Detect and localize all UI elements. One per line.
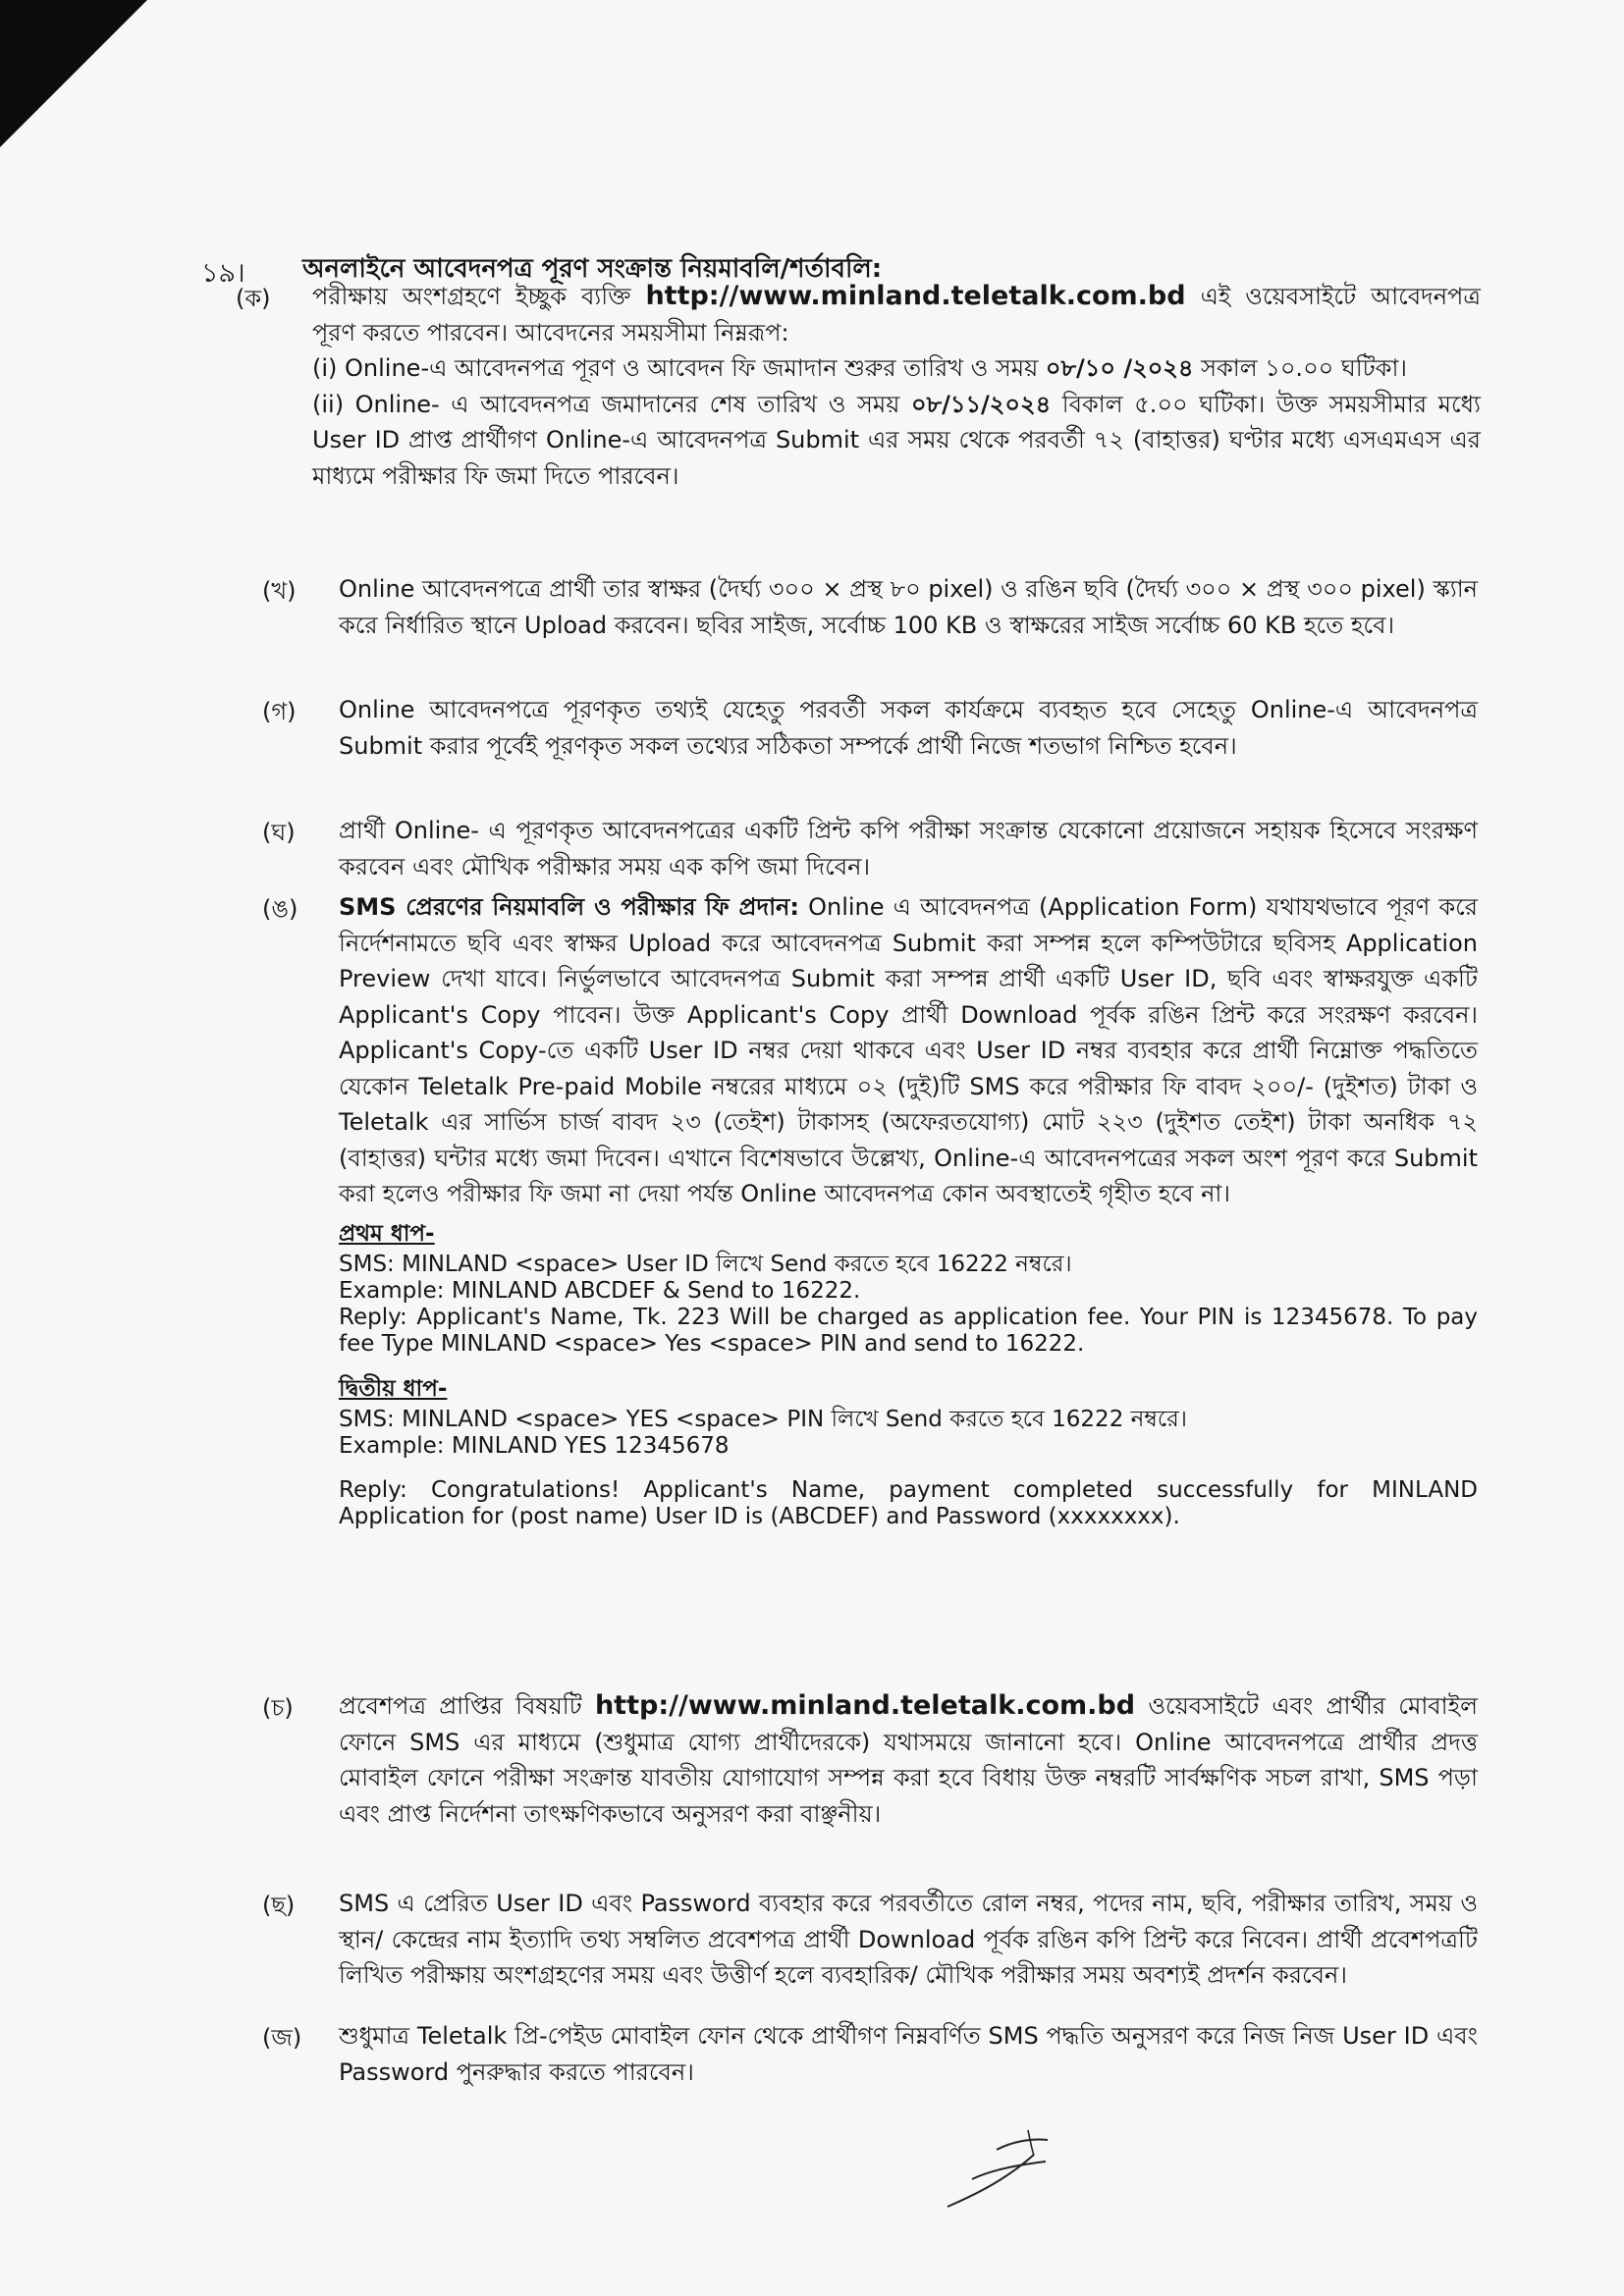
start-date-label: (i) Online-এ আবেদনপত্র পূরণ ও আবেদন ফি জমাদান শুরুর তারিখ ও সময় <box>312 354 1039 382</box>
website-link[interactable]: http://www.minland.teletalk.com.bd <box>594 1690 1136 1721</box>
end-time-text: বিকাল ৫.০০ ঘটিকা। উক্ত সময়সীমার মধ্যে User ID প্রাপ্ত প্রার্থীগণ Online-এ আবেদনপত্র Submit এর সময় থেকে পরবর্তী ৭২ (বাহাত্তর) ঘণ্টার মধ্যে এসএমএস এর মাধ্যমে পরীক্ষার ফি জমা দিতে পারবেন। <box>312 390 1481 490</box>
item-ka <box>236 279 1481 494</box>
item-umo <box>262 889 1478 1530</box>
step-one-sms: SMS: MINLAND <space> User ID লিখে Send করতে হবে 16222 নম্বরে। <box>339 1251 1072 1277</box>
item-gha-text: প্রার্থী Online- এ পূরণকৃত আবেদনপত্রের একটি প্রিন্ট কপি পরীক্ষা সংক্রান্ত যেকোনো প্রয়োজনে সহায়ক হিসেবে সংরক্ষণ করবেন এবং মৌখিক পরীক্ষার সময় এক কপি জমা দিবেন। <box>339 817 1478 881</box>
step-two-example: Example: MINLAND YES 12345678 <box>339 1432 730 1459</box>
step-two-sms: SMS: MINLAND <space> YES <space> PIN লিখে Send করতে হবে 16222 নম্বরে। <box>339 1406 1188 1432</box>
item-chha-text: SMS এ প্রেরিত User ID এবং Password ব্যবহার করে পরবর্তীতে রোল নম্বর, পদের নাম, ছবি, পরীক্ষার তারিখ, সময় ও স্থান/ কেন্দ্রের নাম ইত্যাদি তথ্য সম্বলিত প্রবেশপত্র প্রার্থী Download পূর্বক রঙিন কপি প্রিন্ট করে নিবেন। প্রার্থী প্রবেশপত্রটি লিখিত পরীক্ষায় অংশগ্রহণের সময় এবং উত্তীর্ণ হলে ব্যবহারিক/ মৌখিক পরীক্ষার সময় অবশ্যই প্রদর্শন করবেন। <box>339 1890 1478 1989</box>
end-date-label: (ii) Online- এ আবেদনপত্র জমাদানের শেষ তারিখ ও সময় <box>312 390 900 418</box>
item-ja-text: শুধুমাত্র Teletalk প্রি-পেইড মোবাইল ফোন থেকে প্রার্থীগণ নিম্নবর্ণিত SMS পদ্ধতি অনুসরণ করে নিজ নিজ User ID এবং Password পুনরুদ্ধার করতে পারবেন। <box>339 2022 1478 2086</box>
item-cha <box>262 1688 1478 1832</box>
item-marker: (ঙ) <box>262 895 298 923</box>
item-cha-body: ওয়েবসাইটে এবং প্রার্থীর মোবাইল ফোনে SMS এর মাধ্যমে (শুধুমাত্র যোগ্য প্রার্থীদেরকে) যথাসময়ে জানানো হবে। Online আবেদনপত্রে প্রার্থীর প্রদত্ত মোবাইল ফোনে পরীক্ষা সংক্রান্ত যাবতীয় যোগাযোগ সম্পন্ন করা হবে বিধায় উক্ত নম্বরটি সার্বক্ষণিক সচল রাখা, SMS পড়া এবং প্রাপ্ত নির্দেশনা তাৎক্ষণিকভাবে অনুসরণ করা বাঞ্ছনীয়। <box>339 1692 1478 1828</box>
step-two-block <box>339 1407 1478 1530</box>
item-marker: (চ) <box>262 1694 294 1722</box>
step-two-reply: Reply: Congratulations! Applicant's Name, payment completed successfully for MINLAND Application for (post name) User ID is (ABCDEF) and Password (xxxxxxxx). <box>339 1476 1478 1529</box>
item-ga-text: Online আবেদনপত্রে পূরণকৃত তথ্যই যেহেতু পরবর্তী সকল কার্যক্রমে ব্যবহৃত হবে সেহেতু Online-এ আবেদনপত্র Submit করার পূর্বেই পূরণকৃত সকল তথ্যের সঠিকতা সম্পর্কে প্রার্থী নিজে শতভাগ নিশ্চিত হবেন। <box>339 696 1478 760</box>
item-ga <box>262 692 1478 764</box>
item-cha-lead: প্রবেশপত্র প্রাপ্তির বিষয়টি <box>339 1692 582 1720</box>
item-ka-end <box>312 387 1481 495</box>
item-ka-intro-text: পরীক্ষায় অংশগ্রহণে ইচ্ছুক ব্যক্তি <box>312 283 631 310</box>
step-one-reply: Reply: Applicant's Name, Tk. 223 Will be charged as application fee. Your PIN is 12345678. To pay fee Type MINLAND <space> Yes <space> PIN and send to 16222. <box>339 1304 1478 1357</box>
item-kha <box>262 571 1478 643</box>
item-kha-text: Online আবেদনপত্রে প্রার্থী তার স্বাক্ষর (দৈর্ঘ্য ৩০০ × প্রস্থ ৮০ pixel) ও রঙিন ছবি (দৈর্ঘ্য ৩০০ × প্রস্থ ৩০০ pixel) স্ক্যান করে নির্ধারিত স্থানে Upload করবেন। ছবির সাইজ, সর্বোচ্চ 100 KB ও স্বাক্ষরের সাইজ সর্বোচ্চ 60 KB হতে হবে। <box>339 575 1478 639</box>
step-one-title: প্রথম ধাপ- <box>339 1220 435 1247</box>
item-marker: (ছ) <box>262 1892 296 1919</box>
item-marker: (জ) <box>262 2024 302 2052</box>
item-ja <box>262 2018 1478 2090</box>
item-umo-text <box>339 889 1478 1212</box>
sms-rules-heading: SMS প্রেরণের নিয়মাবলি ও পরীক্ষার ফি প্রদান: <box>339 893 799 921</box>
website-link[interactable]: http://www.minland.teletalk.com.bd <box>645 281 1186 311</box>
step-one-example: Example: MINLAND ABCDEF & Send to 16222. <box>339 1277 861 1304</box>
end-date: ০৮/১১/২০২৪ <box>910 390 1052 418</box>
item-ka-intro <box>312 279 1481 350</box>
section-heading: অনলাইনে আবেদনপত্র পূরণ সংক্রান্ত নিয়মাবলি/শর্তাবলি: <box>302 254 883 284</box>
section-number: ১৯। <box>201 258 245 289</box>
item-marker: (ক) <box>236 285 271 312</box>
item-marker: (খ) <box>262 577 297 605</box>
item-ka-start <box>312 350 1481 387</box>
item-ka-intro-tail: এই ওয়েবসাইটে আবেদনপত্র পূরণ করতে পারবেন। আবেদনের সময়সীমা নিম্নরূপ: <box>312 283 1481 347</box>
step-two-title: দ্বিতীয় ধাপ- <box>339 1375 448 1402</box>
item-cha-text <box>339 1688 1478 1832</box>
step-one-block <box>339 1252 1478 1358</box>
item-marker: (ঘ) <box>262 819 296 846</box>
start-time: সকাল ১০.০০ ঘটিকা। <box>1201 354 1408 382</box>
sms-rules-body: Online এ আবেদনপত্র (Application Form) যথাযথভাবে পূরণ করে নির্দেশনামতে ছবি এবং স্বাক্ষর Upload করে আবেদনপত্র Submit করা সম্পন্ন হলে কম্পিউটারে ছবিসহ Application Preview দেখা যাবে। নির্ভুলভাবে আবেদনপত্র Submit করা সম্পন্ন প্রার্থী একটি User ID, ছবি এবং স্বাক্ষরযুক্ত একটি Applicant's Copy পাবেন। উক্ত Applicant's Copy প্রার্থী Download পূর্বক রঙিন প্রিন্ট করে সংরক্ষণ করবেন। Applicant's Copy-তে একটি User ID নম্বর দেয়া থাকবে এবং User ID নম্বর ব্যবহার করে প্রার্থী নিম্নোক্ত পদ্ধতিতে যেকোন Teletalk Pre-paid Mobile নম্বরের মাধ্যমে ০২ (দুই)টি SMS করে পরীক্ষার ফি বাবদ ২০০/- (দুইশত) টাকা ও Teletalk এর সার্ভিস চার্জ বাবদ ২৩ (তেইশ) টাকাসহ (অফেরতযোগ্য) মোট ২২৩ (দুইশত তেইশ) টাকা অনধিক ৭২ (বাহাত্তর) ঘন্টার মধ্যে জমা দিবেন। এখানে বিশেষভাবে উল্লেখ্য, Online-এ আবেদনপত্রের সকল অংশ পূরণ করে Submit করা হলেও পরীক্ষার ফি জমা না দেয়া পর্যন্ত Online আবেদনপত্র কোন অবস্থাতেই গৃহীত হবে না। <box>339 893 1478 1207</box>
item-marker: (গ) <box>262 698 297 725</box>
signature-mark <box>938 2110 1075 2218</box>
item-gha <box>262 813 1478 884</box>
start-date: ০৮/১০ /২০২৪ <box>1045 354 1194 382</box>
item-chha <box>262 1886 1478 1994</box>
